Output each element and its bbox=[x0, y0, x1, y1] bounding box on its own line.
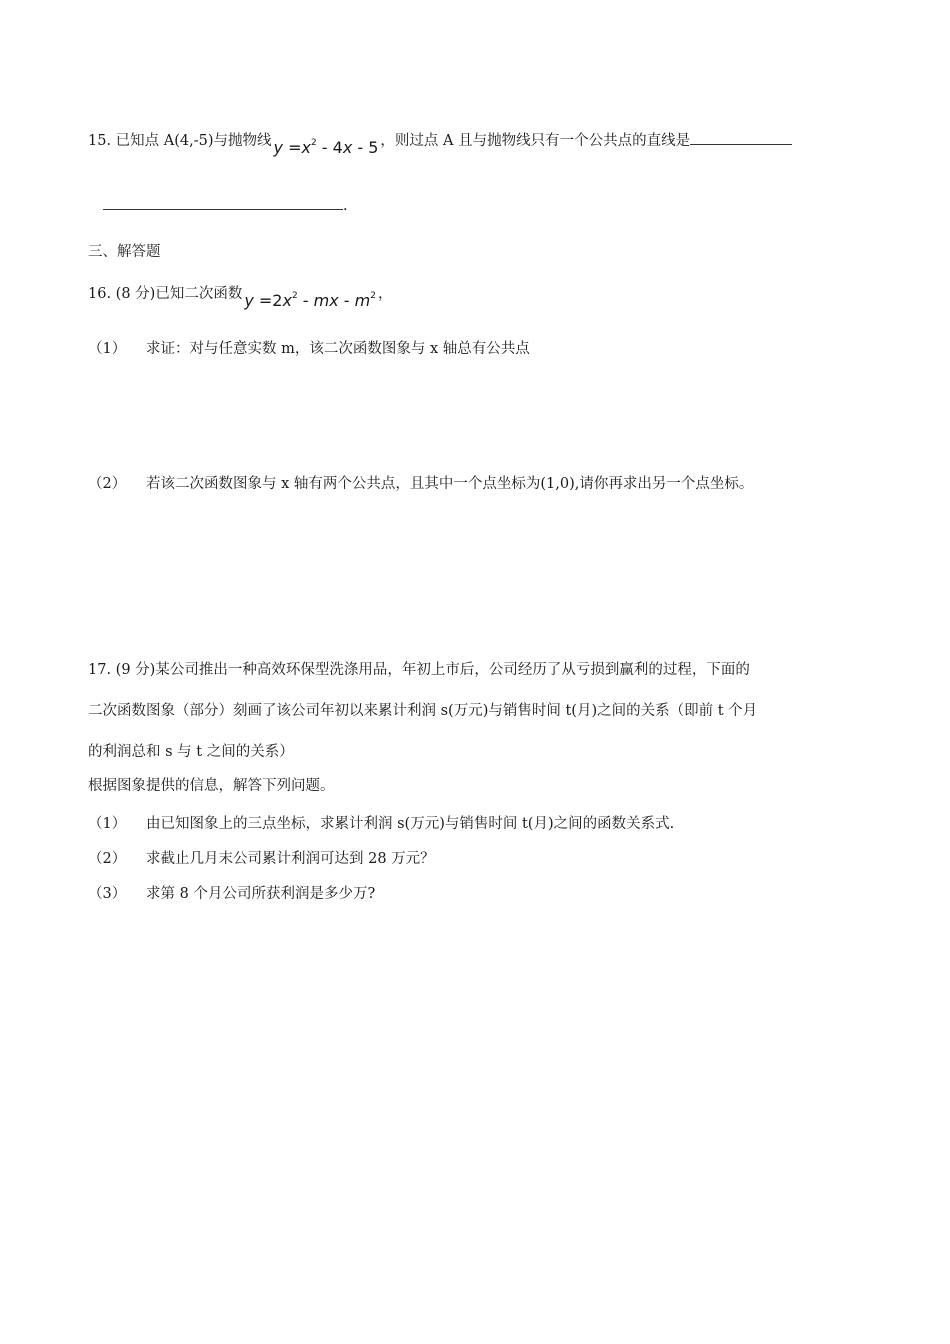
q16-part-2-text: 若该二次函数图象与 x 轴有两个公共点，且其中一个点坐标为(1,0),请你再求出另一个点坐标。 bbox=[146, 476, 754, 492]
section-heading bbox=[88, 242, 161, 262]
q17-part-3-text: 求第 8 个月公司所获利润是多少万? bbox=[146, 886, 376, 902]
q16-equation: $y =2x^2$ - mx - $m^2$ bbox=[244, 291, 376, 310]
q15-prefix: 15. 已知点 A(4,-5)与抛物线 bbox=[88, 133, 272, 149]
question-16 bbox=[88, 284, 392, 311]
q17-part-1-label: （1） bbox=[88, 816, 127, 832]
q17-line-1: 17. (9 分)某公司推出一种高效环保型洗涤用品，年初上市后，公司经历了从亏损到赢利的过程，下面的 bbox=[88, 662, 750, 678]
question-15 bbox=[88, 131, 792, 158]
q17-part-3-label: （3） bbox=[88, 886, 127, 902]
q17-line-4: 根据图象提供的信息，解答下列问题。 bbox=[88, 778, 335, 794]
q17-part-3 bbox=[88, 884, 375, 904]
q17-line-2: 二次函数图象（部分）刻画了该公司年初以来累计利润 s(万元)与销售时间 t(月)之间的关系（即前 t 个月 bbox=[88, 703, 758, 719]
q17-part-2 bbox=[88, 849, 435, 869]
q15-end-mark: . bbox=[343, 198, 348, 214]
q16-prefix: 16. (8 分)已知二次函数 bbox=[88, 286, 243, 302]
section-title: 三、解答题 bbox=[88, 244, 161, 260]
q17-part-1 bbox=[88, 814, 674, 834]
q15-equation: $y =x^2 - 4x - 5$ bbox=[273, 138, 379, 157]
q16-part-1 bbox=[88, 339, 530, 359]
q17-part-1-text: 由已知图象上的三点坐标，求累计利润 s(万元)与销售时间 t(月)之间的函数关系式. bbox=[146, 816, 675, 832]
q15-answer-blank-2[interactable] bbox=[103, 197, 343, 210]
q16-part-1-label: （1） bbox=[88, 341, 127, 357]
question-15-continuation bbox=[103, 196, 348, 216]
q16-part-2-label: （2） bbox=[88, 476, 127, 492]
q17-part-2-text: 求截止几月末公司累计利润可达到 28 万元？ bbox=[146, 851, 435, 867]
q17-line-3: 的利润总和 s 与 t 之间的关系） bbox=[88, 744, 294, 760]
q16-part-2 bbox=[88, 474, 753, 494]
q15-suffix: ，则过点 A 且与抛物线只有一个公共点的直线是 bbox=[380, 133, 691, 149]
q15-answer-blank-1[interactable] bbox=[690, 132, 792, 145]
q16-suffix: ， bbox=[377, 286, 393, 302]
q17-part-2-label: （2） bbox=[88, 851, 127, 867]
q16-part-1-text: 求证：对与任意实数 m，该二次函数图象与 x 轴总有公共点 bbox=[146, 341, 530, 357]
